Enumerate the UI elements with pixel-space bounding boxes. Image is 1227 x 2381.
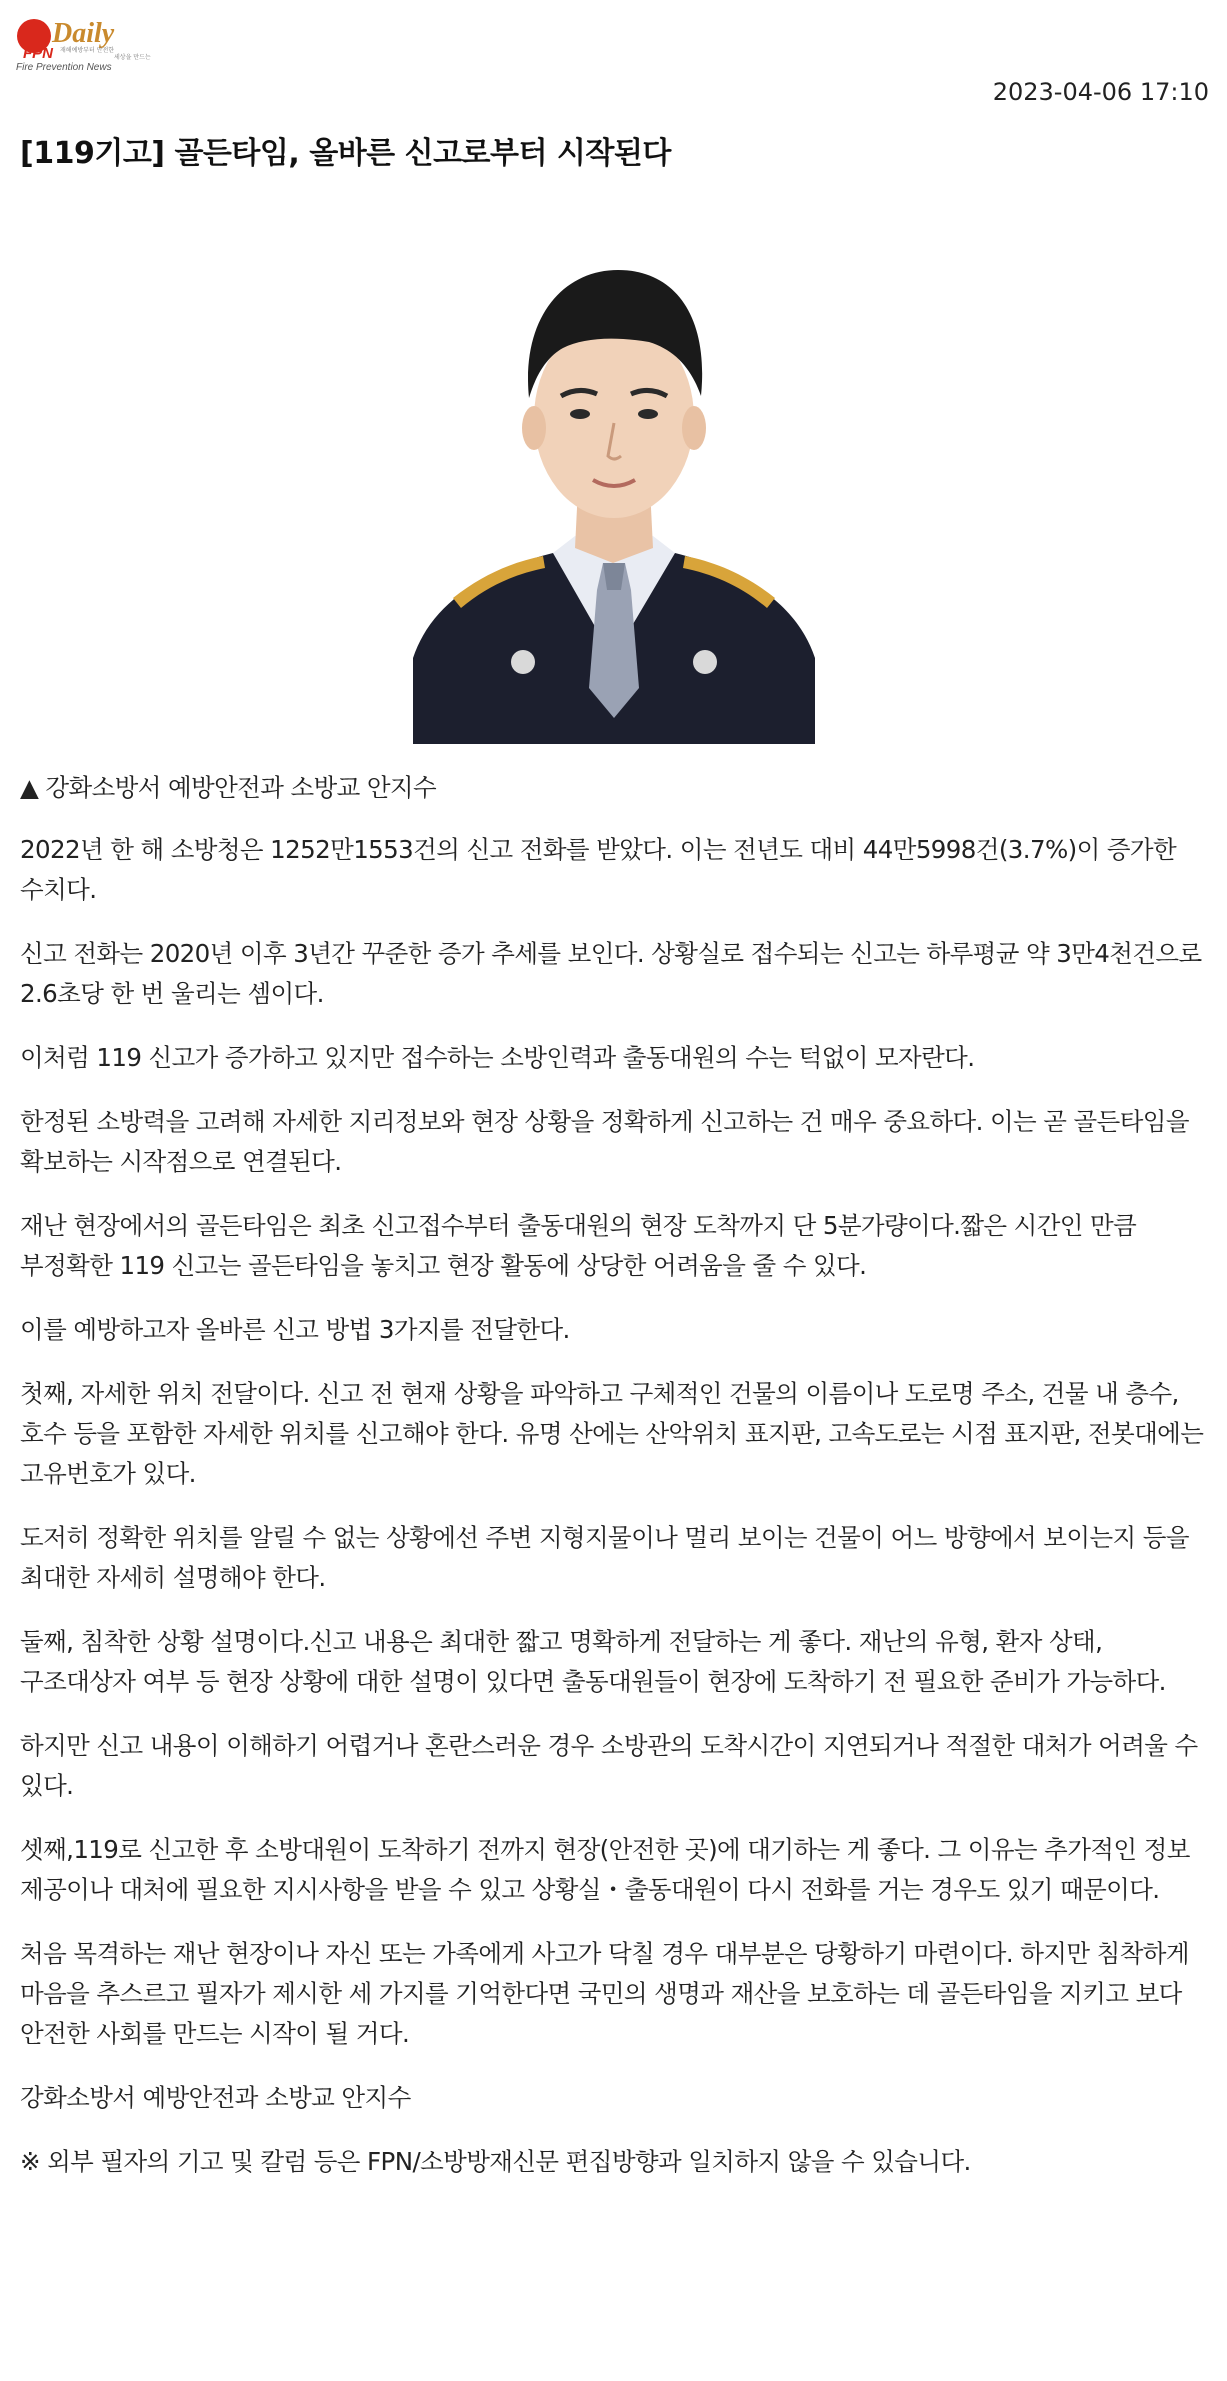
publish-timestamp: 2023-04-06 17:10 xyxy=(992,78,1209,106)
article-paragraph: 도저히 정확한 위치를 알릴 수 없는 상황에선 주변 지형지물이나 멀리 보이는 건물이 어느 방향에서 보이는지 등을 최대한 자세히 설명해야 한다. xyxy=(20,1523,1189,1592)
article-paragraph: 하지만 신고 내용이 이해하기 어렵거나 혼란스러운 경우 소방관의 도착시간이 지연되거나 적절한 대처가 어려울 수 있다. xyxy=(20,1731,1198,1800)
logo-name: Daily xyxy=(52,18,115,49)
collar-badge-icon xyxy=(693,650,717,674)
article-body xyxy=(20,768,1210,2206)
site-logo[interactable] xyxy=(14,14,164,74)
logo-slogan-2: 세상을 만드는 xyxy=(114,54,151,61)
article-paragraph: 한정된 소방력을 고려해 자세한 지리정보와 현장 상황을 정확하게 신고하는 건 매우 중요하다. 이는 곧 골든타임을 확보하는 시작점으로 연결된다. xyxy=(20,1107,1189,1176)
collar-badge-icon xyxy=(511,650,535,674)
photo-caption: ▲ 강화소방서 예방안전과 소방교 안지수 xyxy=(20,773,437,802)
editorial-notice: ※ 외부 필자의 기고 및 칼럼 등은 FPN/소방방재신문 편집방향과 일치하지 않을 수 있습니다. xyxy=(20,2147,971,2176)
logo-brand: FPN xyxy=(23,45,53,62)
article-title: [119기고] 골든타임, 올바른 신고로부터 시작된다 xyxy=(20,136,671,171)
logo-tagline: Fire Prevention News xyxy=(16,62,112,73)
article-paragraph: 처음 목격하는 재난 현장이나 자신 또는 가족에게 사고가 닥칠 경우 대부분은 당황하기 마련이다. 하지만 침착하게 마음을 추스르고 필자가 제시한 세 가지를 기억한다면 국민의 생명과 재산을 보호하는 데 골든타임을 지키고 보다 안전한 사회를 만드는 시작이 될 거다. xyxy=(20,1939,1189,2048)
article-paragraph: 셋째,119로 신고한 후 소방대원이 도착하기 전까지 현장(안전한 곳)에 대기하는 게 좋다. 그 이유는 추가적인 정보 제공이나 대처에 필요한 지시사항을 받을 수 있고 상황실・출동대원이 다시 전화를 거는 경우도 있기 때문이다. xyxy=(20,1835,1190,1904)
article-paragraph: 이를 예방하고자 올바른 신고 방법 3가지를 전달한다. xyxy=(20,1315,570,1344)
article-paragraph: 이처럼 119 신고가 증가하고 있지만 접수하는 소방인력과 출동대원의 수는 턱없이 모자란다. xyxy=(20,1043,975,1072)
article-paragraph: 재난 현장에서의 골든타임은 최초 신고접수부터 출동대원의 현장 도착까지 단 5분가량이다.짧은 시간인 만큼 부정확한 119 신고는 골든타임을 놓치고 현장 활동에 상당한 어려움을 줄 수 있다. xyxy=(20,1211,1137,1280)
article-paragraph: 첫째, 자세한 위치 전달이다. 신고 전 현재 상황을 파악하고 구체적인 건물의 이름이나 도로명 주소, 건물 내 층수, 호수 등을 포함한 자세한 위치를 신고해야 한다. 유명 산에는 산악위치 표지판, 고속도로는 시점 표지판, 전봇대에는 고유번호가 있다. xyxy=(20,1379,1204,1488)
article-author: 강화소방서 예방안전과 소방교 안지수 xyxy=(20,2083,411,2112)
article-paragraph: 둘째, 침착한 상황 설명이다.신고 내용은 최대한 짧고 명확하게 전달하는 게 좋다. 재난의 유형, 환자 상태, 구조대상자 여부 등 현장 상황에 대한 설명이 있다면 출동대원들이 현장에 도착하기 전 필요한 준비가 가능하다. xyxy=(20,1627,1166,1696)
article-paragraph: 2022년 한 해 소방청은 1252만1553건의 신고 전화를 받았다. 이는 전년도 대비 44만5998건(3.7%)이 증가한 수치다. xyxy=(20,835,1177,904)
author-portrait-photo xyxy=(413,218,815,744)
logo-slogan-1: 재해예방부터 안전한 xyxy=(60,47,115,54)
article-paragraph: 신고 전화는 2020년 이후 3년간 꾸준한 증가 추세를 보인다. 상황실로 접수되는 신고는 하루평균 약 3만4천건으로 2.6초당 한 번 울리는 셈이다. xyxy=(20,939,1202,1008)
